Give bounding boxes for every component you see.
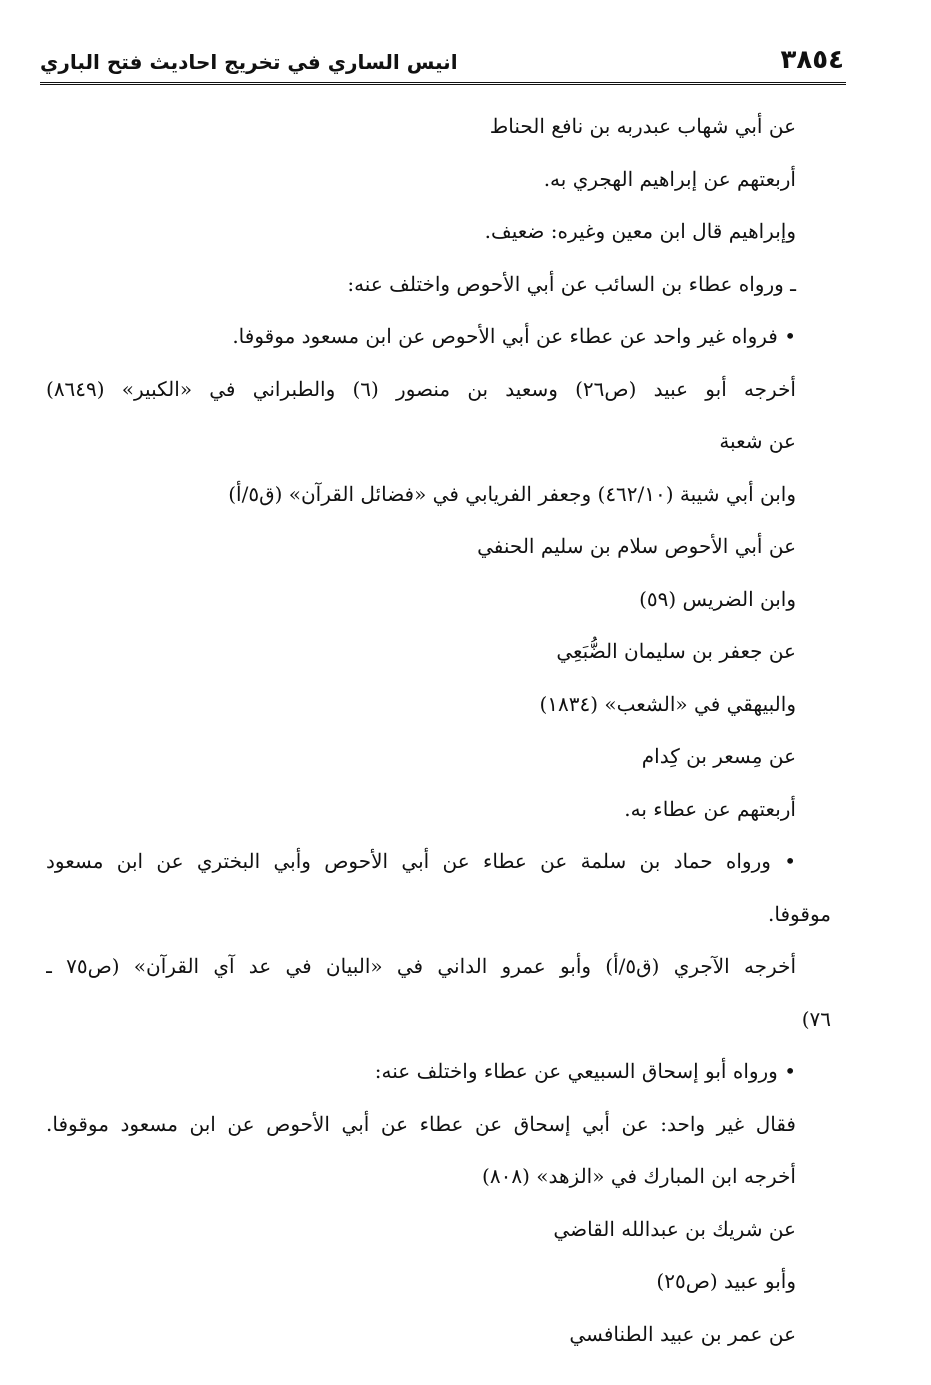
running-title: انيس الساري في تخريج احاديث فتح الباري xyxy=(40,50,458,74)
text-line: عن جعفر بن سليمان الضُّبَعِي xyxy=(556,639,796,663)
text-line: أربعتهم عن عطاء به. xyxy=(624,796,796,821)
text-line: فقال غير واحد: عن أبي إسحاق عن عطاء عن أبي الأحوص عن ابن مسعود موقوفا. xyxy=(46,1111,796,1136)
text-line: والبيهقي في «الشعب» (١٨٣٤) xyxy=(539,691,796,716)
text-line: ـ ورواه عطاء بن السائب عن أبي الأحوص واختلف عنه: xyxy=(347,271,796,296)
page-number: ٣٨٥٤ xyxy=(780,45,844,75)
body-text xyxy=(46,100,831,1360)
text-line: عن أبي شهاب عبدربه بن نافع الحناط xyxy=(489,114,796,138)
text-line: أربعتهم عن إبراهيم الهجري به. xyxy=(543,166,796,191)
text-line-continuation-text: ٧٦) xyxy=(801,1006,831,1031)
text-line: عن أبي الأحوص سلام بن سليم الحنفي xyxy=(477,534,796,558)
header-rule xyxy=(40,82,846,85)
text-line: وأبو عبيد (ص٢٥) xyxy=(656,1269,796,1293)
text-line: أخرجه الآجري (ق٥/أ) وأبو عمرو الداني في «البيان في عد آي القرآن» (ص٧٥ ـ xyxy=(46,954,796,978)
text-line: أخرجه ابن المبارك في «الزهد» (٨٠٨) xyxy=(482,1164,796,1188)
text-line: عن عمر بن عبيد الطنافسي xyxy=(569,1321,796,1346)
text-line: • ورواه حماد بن سلمة عن عطاء عن أبي الأحوص وأبي البختري عن ابن مسعود xyxy=(46,849,796,873)
text-line-continuation-text: موقوفا. xyxy=(768,901,831,926)
text-line: • ورواه أبو إسحاق السبيعي عن عطاء واختلف عنه: xyxy=(374,1059,796,1083)
page-header xyxy=(40,40,846,86)
text-line-continuation xyxy=(46,993,831,1046)
text-line: عن شعبة xyxy=(719,429,796,453)
text-line: أخرجه أبو عبيد (ص٢٦) وسعيد بن منصور (٦) والطبراني في «الكبير» (٨٦٤٩) xyxy=(46,376,796,401)
text-line: وابن الضريس (٥٩) xyxy=(639,586,796,611)
text-line: عن مِسعر بن كِدام xyxy=(641,744,796,768)
text-line: • فرواه غير واحد عن عطاء عن أبي الأحوص عن ابن مسعود موقوفا. xyxy=(232,324,796,348)
text-line: وإبراهيم قال ابن معين وغيره: ضعيف. xyxy=(484,219,796,243)
text-line: عن شريك بن عبدالله القاضي xyxy=(553,1216,796,1241)
text-line: وابن أبي شيبة (٤٦٢/١٠) وجعفر الفريابي في «فضائل القرآن» (ق٥/أ) xyxy=(228,481,796,506)
text-line-continuation xyxy=(46,888,831,941)
